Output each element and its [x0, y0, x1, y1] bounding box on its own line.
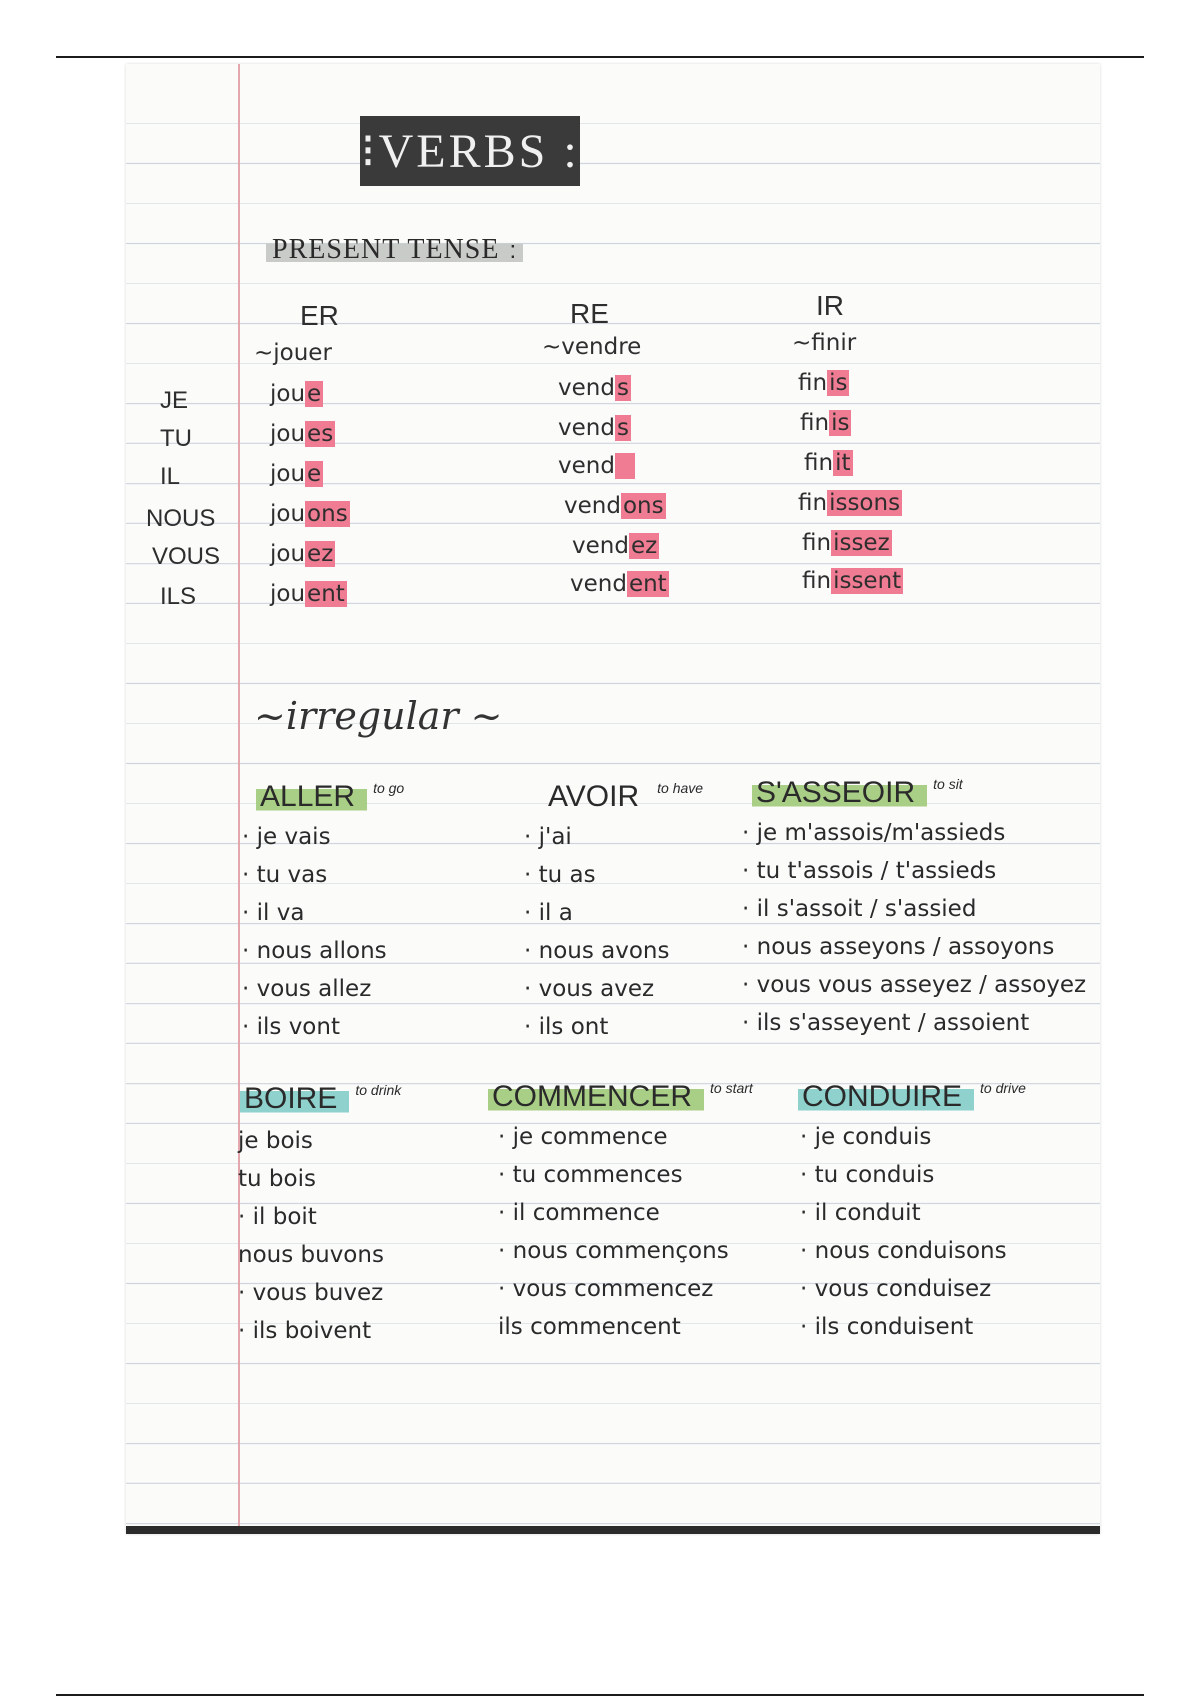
er-stem: jou	[270, 381, 306, 407]
ir-ending: is	[829, 370, 848, 396]
verb-form: · vous buvez	[238, 1280, 384, 1306]
verb-form: · nous avons	[524, 938, 670, 964]
verb-gloss: to start	[710, 1080, 753, 1096]
verb-gloss: to have	[657, 780, 704, 796]
re-stem: vend	[570, 571, 627, 597]
subtitle-text: PRESENT TENSE	[272, 234, 500, 265]
er-header: ER	[300, 300, 339, 331]
verb-form: · je m'assois/m'assieds	[742, 820, 1006, 846]
re-form-nous	[564, 493, 666, 519]
ir-ending: issons	[829, 490, 901, 516]
er-ending: ons	[307, 501, 348, 527]
verb-form: · il boit	[238, 1204, 317, 1230]
top-rule	[56, 56, 1144, 58]
ir-stem: fin	[802, 568, 832, 594]
re-stem: vend	[558, 375, 615, 401]
verb-name: ALLER	[256, 780, 367, 813]
verb-sasseoir	[752, 776, 963, 810]
verb-form: · tu vas	[242, 862, 328, 888]
re-header: RE	[570, 298, 609, 329]
verb-gloss: to drink	[355, 1082, 402, 1098]
ir-ending: is	[831, 410, 850, 436]
verb-avoir	[544, 780, 703, 814]
verb-form: · je commence	[498, 1124, 668, 1150]
ir-form-ils	[802, 568, 903, 594]
verb-form: · il s'assoit / s'assied	[742, 896, 977, 922]
ir-infinitive: ~finir	[792, 330, 857, 356]
verb-form: · ils conduisent	[800, 1314, 974, 1340]
er-form-nous	[270, 501, 350, 527]
re-stem: vend	[558, 415, 615, 441]
ir-form-je	[798, 370, 849, 396]
er-stem: jou	[270, 581, 306, 607]
er-ending: ez	[307, 541, 334, 567]
er-form-vous	[270, 541, 335, 567]
section-subtitle	[266, 234, 523, 266]
er-ending: e	[307, 381, 322, 407]
re-ending: ons	[622, 493, 664, 519]
title-dots: ⁝	[360, 125, 379, 178]
ir-form-vous	[802, 530, 892, 556]
verb-name: BOIRE	[240, 1082, 349, 1115]
verb-form: · il conduit	[800, 1200, 921, 1226]
pronoun-ils: ILS	[160, 583, 197, 610]
pronoun-tu: TU	[160, 425, 192, 452]
page-title	[360, 116, 580, 186]
notebook-page	[126, 64, 1100, 1534]
re-form-vous	[572, 533, 659, 559]
ir-header: IR	[816, 290, 844, 321]
re-stem: vend	[564, 493, 621, 519]
verb-name: COMMENCER	[488, 1080, 704, 1113]
verb-form: · ils boivent	[238, 1318, 372, 1344]
re-ending: s	[616, 375, 629, 401]
er-ending: e	[307, 461, 322, 487]
re-ending: ez	[630, 533, 658, 559]
verb-form: · nous commençons	[498, 1238, 729, 1264]
ir-ending: it	[835, 450, 851, 476]
er-form-ils	[270, 581, 347, 607]
verb-conduire	[798, 1080, 1026, 1114]
verb-aller	[256, 780, 404, 814]
ir-stem: fin	[802, 530, 832, 556]
ir-ending: issent	[833, 568, 902, 594]
verb-gloss: to sit	[933, 776, 963, 792]
verb-form: · nous conduisons	[800, 1238, 1007, 1264]
ir-form-tu	[800, 410, 851, 436]
er-stem: jou	[270, 541, 306, 567]
re-form-je	[558, 375, 631, 401]
er-stem: jou	[270, 461, 306, 487]
verb-form: · je conduis	[800, 1124, 932, 1150]
verb-name: CONDUIRE	[798, 1080, 974, 1113]
ir-stem: fin	[800, 410, 830, 436]
verb-form: · tu conduis	[800, 1162, 935, 1188]
ir-form-il	[804, 450, 853, 476]
verb-form: · j'ai	[524, 824, 572, 850]
re-ending: ent	[628, 571, 667, 597]
er-stem: jou	[270, 501, 306, 527]
verb-gloss: to go	[373, 780, 405, 796]
verb-form: · vous vous asseyez / assoyez	[742, 972, 1087, 998]
verb-conduire-forms	[800, 1118, 1007, 1346]
verb-commencer	[488, 1080, 753, 1114]
re-ending	[615, 453, 635, 479]
pronoun-je: JE	[160, 387, 189, 414]
pronoun-vous: VOUS	[152, 543, 221, 570]
verb-sasseoir-forms	[742, 814, 1086, 1042]
er-form-je	[270, 381, 323, 407]
ir-stem: fin	[798, 490, 828, 516]
er-ending: ent	[307, 581, 345, 607]
verb-name: AVOIR	[548, 780, 640, 813]
verb-form: · vous conduisez	[800, 1276, 992, 1302]
pronoun-nous: NOUS	[146, 505, 216, 532]
verb-form: je bois	[238, 1128, 313, 1154]
ir-form-nous	[798, 490, 902, 516]
re-form-ils	[570, 571, 669, 597]
ir-stem: fin	[804, 450, 834, 476]
er-stem: jou	[270, 421, 306, 447]
verb-form: · il commence	[498, 1200, 660, 1226]
verb-form: · ils s'asseyent / assoient	[742, 1010, 1030, 1036]
verb-form: · il va	[242, 900, 305, 926]
verb-form: · nous asseyons / assoyons	[742, 934, 1055, 960]
verb-form: · nous allons	[242, 938, 387, 964]
title-text: VERBS :	[378, 124, 580, 178]
er-form-tu	[270, 421, 335, 447]
er-ending: es	[307, 421, 334, 447]
verb-form: · tu commences	[498, 1162, 683, 1188]
re-stem: vend	[558, 453, 615, 479]
verb-form: tu bois	[238, 1166, 316, 1192]
verb-form: · tu t'assois / t'assieds	[742, 858, 997, 884]
verb-commencer-forms	[498, 1118, 729, 1346]
verb-form: · vous allez	[242, 976, 372, 1002]
ir-ending: issez	[833, 530, 890, 556]
verb-form: ils commencent	[498, 1314, 681, 1340]
er-infinitive: ~jouer	[254, 340, 332, 366]
verb-form: · vous commencez	[498, 1276, 714, 1302]
re-ending: s	[616, 415, 629, 441]
verb-form: nous buvons	[238, 1242, 384, 1268]
re-form-tu	[558, 415, 631, 441]
irregular-heading: ~irregular ~	[254, 694, 503, 738]
verb-avoir-forms	[524, 818, 669, 1046]
verb-form: · il a	[524, 900, 573, 926]
subtitle-colon: :	[509, 237, 518, 264]
er-form-il	[270, 461, 323, 487]
verb-form: · vous avez	[524, 976, 655, 1002]
pronoun-il: IL	[160, 463, 181, 490]
verb-form: · ils vont	[242, 1014, 340, 1040]
verb-form: · ils ont	[524, 1014, 609, 1040]
verb-name: S'ASSEOIR	[752, 776, 927, 809]
verb-boire-forms	[238, 1122, 384, 1350]
re-stem: vend	[572, 533, 629, 559]
verb-form: · tu as	[524, 862, 596, 888]
re-infinitive: ~vendre	[542, 334, 642, 360]
verb-gloss: to drive	[980, 1080, 1026, 1096]
verb-aller-forms	[242, 818, 387, 1046]
bottom-rule	[56, 1694, 1144, 1696]
ir-stem: fin	[798, 370, 828, 396]
verb-form: · je vais	[242, 824, 331, 850]
verb-boire	[240, 1082, 401, 1116]
re-form-il	[558, 453, 635, 479]
